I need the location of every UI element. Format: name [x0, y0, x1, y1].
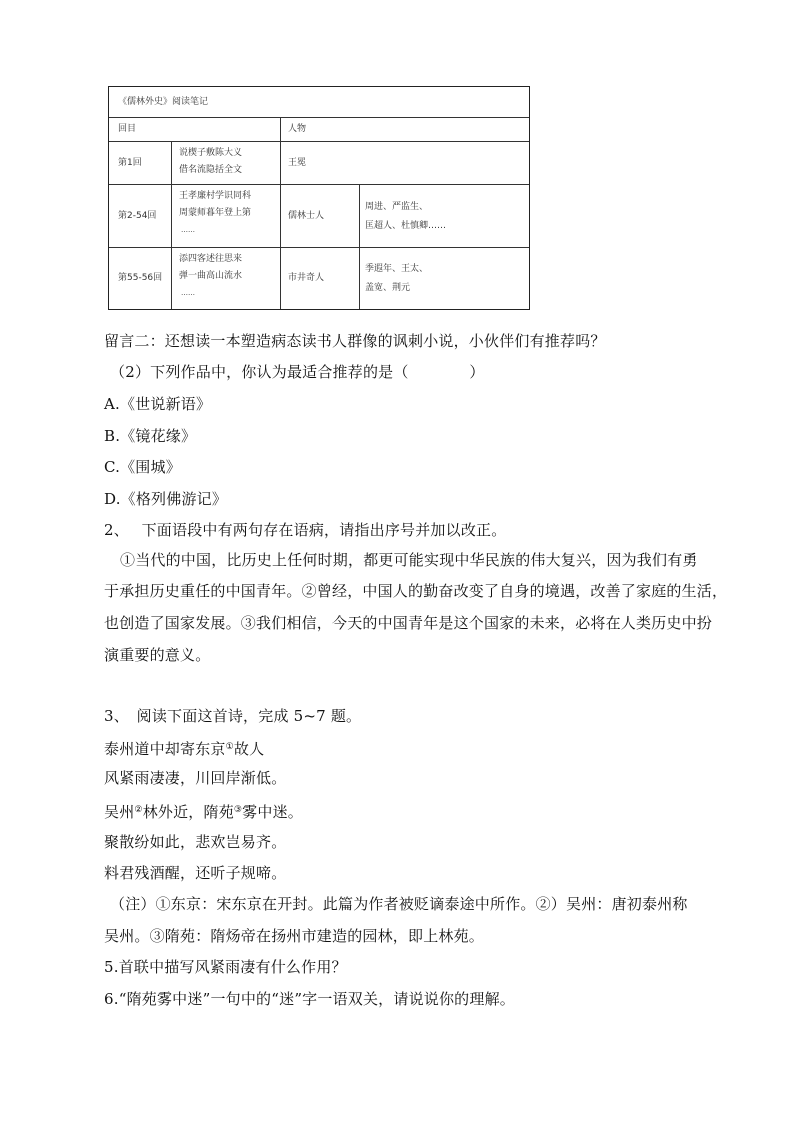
- question-2-2: （2）下列作品中，你认为最适合推荐的是（ ）: [110, 363, 485, 381]
- option-d: D.《格列佛游记》: [104, 490, 228, 508]
- table-cell-group: 市井奇人: [288, 273, 325, 283]
- poem-title: [104, 737, 264, 759]
- table-divider: [359, 184, 360, 309]
- table-cell-chapter: 第2-54回: [118, 211, 157, 221]
- table-divider: [280, 117, 281, 309]
- poem-text: 吴州: [104, 803, 135, 821]
- table-cell-chapter: 第55-56回: [118, 273, 163, 283]
- option-a: A.《世说新语》: [104, 395, 212, 413]
- poem-notes: 吴州。③隋苑：隋炀帝在扬州市建造的园林，即上林苑。: [104, 927, 485, 945]
- table-divider: [109, 141, 529, 142]
- poem-text: 雾中迷。: [242, 803, 303, 821]
- table-cell-people: 周进、严监生、: [365, 202, 429, 212]
- poem-line: 聚散纷如此，悲欢岂易齐。: [104, 833, 287, 851]
- poem-line: [104, 800, 303, 822]
- table-cell-title: 王孝廉村学识同科: [179, 191, 252, 201]
- poem-text: 林外近，隋苑: [142, 803, 234, 821]
- paragraph-line: 于承担历史重任的中国青年。②曾经，中国人的勤奋改变了自身的境遇，改善了家庭的生活，: [104, 582, 728, 600]
- message-two: 留言二：还想读一本塑造病态读书人群像的讽刺小说，小伙伴们有推荐吗？: [104, 332, 606, 350]
- table-divider: [109, 117, 529, 118]
- paragraph-line: 演重要的意义。: [104, 646, 211, 664]
- footnote-mark: ③: [233, 805, 243, 815]
- paragraph-line: ①当代的中国，比历史上任何时期，都更可能实现中华民族的伟大复兴，因为我们有勇: [120, 551, 698, 569]
- footnote-mark: ①: [225, 742, 234, 752]
- reading-notes-table: [108, 86, 530, 310]
- option-b: B.《镜花缘》: [104, 427, 197, 445]
- table-cell-title: ……: [181, 226, 195, 234]
- table-cell-title: 添四客述往思来: [179, 254, 243, 264]
- table-cell-title: 弹一曲高山流水: [179, 271, 243, 281]
- question-5: 5.首联中描写风紧雨凄有什么作用？: [104, 958, 347, 976]
- table-cell-title: 说楔子敷陈大义: [179, 148, 243, 158]
- poem-line: 料君残酒醒，还听子规啼。: [104, 864, 287, 882]
- table-cell-group: 儒林士人: [288, 211, 325, 221]
- table-cell-people: 王冕: [288, 158, 307, 168]
- option-c: C.《围城》: [104, 458, 181, 476]
- question-3-heading: 3、 阅读下面这首诗，完成 5~7 题。: [104, 707, 362, 725]
- table-cell-people: 季遐年、王太、: [365, 264, 429, 274]
- table-title: 《儒林外史》阅读笔记: [118, 97, 209, 107]
- question-2-heading: 2、 下面语段中有两句存在语病，请指出序号并加以改正。: [104, 521, 507, 539]
- poem-line: 风紧雨凄凄，川回岸渐低。: [104, 769, 287, 787]
- header-character: 人物: [288, 124, 307, 134]
- poem-notes: （注）①东京：宋东京在开封。此篇为作者被贬谪泰途中所作。②）吴州：唐初泰州称: [110, 895, 688, 913]
- table-divider: [109, 247, 529, 248]
- table-cell-people: 盖宽、荆元: [365, 283, 411, 293]
- table-cell-chapter: 第1回: [118, 158, 142, 168]
- question-6: 6.“隋苑雾中迷”一句中的“迷”字一语双关，请说说你的理解。: [104, 990, 515, 1008]
- table-cell-title: ……: [181, 289, 195, 297]
- poem-title-text: 泰州道中却寄东京: [104, 740, 226, 758]
- poem-title-text: 故人: [233, 740, 265, 758]
- footnote-mark: ②: [134, 805, 143, 815]
- table-divider: [171, 141, 172, 309]
- table-cell-title: 借名流隐括全文: [179, 165, 243, 175]
- paragraph-line: 也创造了国家发展。③我们相信，今天的中国青年是这个国家的未来，必将在人类历史中扮: [104, 614, 713, 632]
- header-chapter: 回目: [118, 124, 137, 134]
- table-divider: [109, 184, 529, 185]
- table-cell-people: 匡超人、杜慎卿……: [365, 221, 447, 231]
- table-cell-title: 周蒙师暮年登上第: [179, 208, 252, 218]
